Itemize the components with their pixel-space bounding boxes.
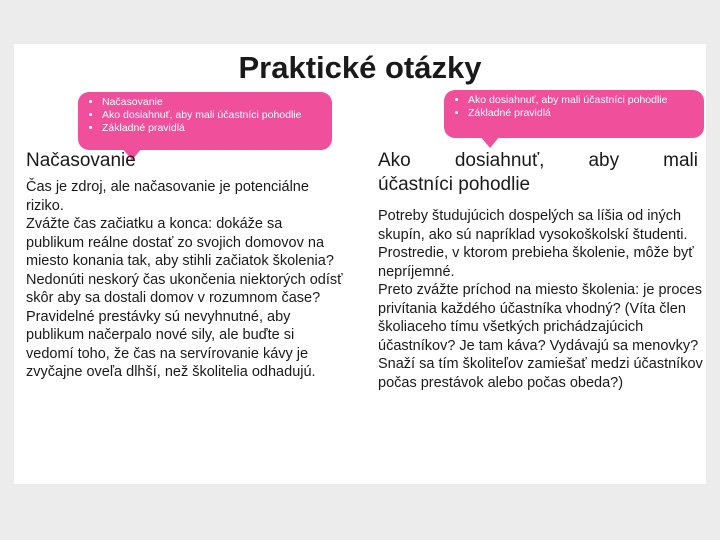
callout-right: [444, 90, 704, 138]
left-paragraph: Zvážte čas začiatku a konca: dokáže sa publikum reálne dostať zo svojich domovov na miesto konania tak, aby stihli začiatok školenia? Nedonúti neskorý čas ukončenia niektorých odísť skôr aby sa dostali domov v rozumnom čase?: [26, 216, 343, 306]
slide-title: Praktické otázky: [238, 50, 482, 85]
callout-right-item: • Ako dosiahnuť, aby mali účastníci pohodlie: [468, 94, 696, 107]
slide: [14, 44, 706, 484]
right-paragraph: Preto zvážte príchod na miesto školenia: je proces privítania každého účastníka vhodný? (Víta člen školiaceho tímu všetkých prichádzajúcich účastníkov? Je tam káva? Vydávajú sa menovky? Snaží sa tím školiteľov zamiešať medzi účastníkov počas prestávok alebo počas obeda?): [378, 282, 703, 391]
right-heading: [378, 149, 698, 197]
callout-right-tail: [480, 136, 500, 148]
left-body: [26, 178, 344, 382]
callout-left-list: [88, 96, 324, 135]
right-heading-line2: účastníci pohodlie: [378, 174, 531, 195]
callout-right-item: • Základné pravidlá: [468, 107, 696, 120]
right-heading-line1: Ako dosiahnuť, aby mali: [378, 150, 698, 171]
right-body: [378, 207, 703, 392]
left-heading: Načasovanie: [26, 150, 136, 171]
left-paragraph: Čas je zdroj, ale načasovanie je potenciálne riziko.: [26, 179, 309, 214]
left-paragraph: Pravidelné prestávky sú nevyhnutné, aby publikum načerpalo nové sily, ale buďte si vedomí toho, že čas na servírovanie kávy je zvyčajne oveľa dlhší, než školitelia odhadujú.: [26, 308, 316, 380]
callout-left: [78, 92, 332, 150]
callout-left-item: • Základné pravidlá: [102, 122, 324, 135]
callout-left-item: • Ako dosiahnuť, aby mali účastníci pohodlie: [102, 109, 324, 122]
callout-left-item: • Načasovanie: [102, 96, 324, 109]
callout-right-list: [454, 94, 696, 120]
right-paragraph: Potreby študujúcich dospelých sa líšia od iných skupín, ako sú napríklad vysokoškolskí študenti. Prostredie, v ktorom prebieha školenie, môže byť nepríjemné.: [378, 208, 694, 280]
